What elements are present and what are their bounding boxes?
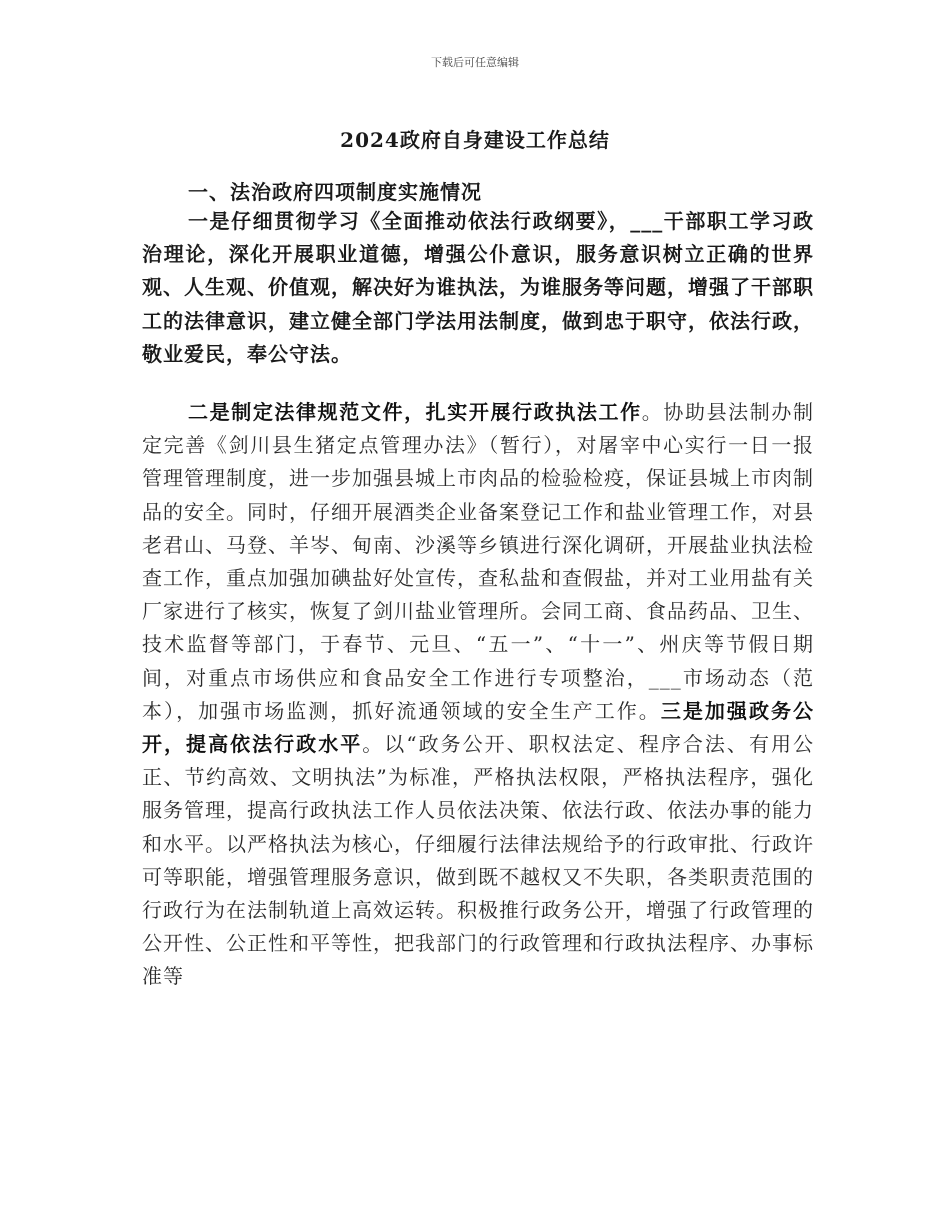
paragraph-1: 一是仔细贯彻学习《全面推动依法行政纲要》，___干部职工学习政治理论，深化开展职业道德，增强公仆意识，服务意识树立正确的世界观、人生观、价值观，解决好为谁执法，为谁服务等问题，增强了干部职工的法律意识，建立健全部门学法用法制度，做到忠于职守，依法行政，敬业爱民，奉公守法。 <box>142 209 814 366</box>
section-heading: 一、法治政府四项制度实施情况 <box>188 180 482 204</box>
paragraph-2-text-a: 。协助县法制办制定完善《剑川县生猪定点管理办法》（暂行），对屠宰中心实行一日一报管理管理制度，进一步加强县城上市肉品的检验检疫，保证县城上市肉制品的安全。同时，仔细开展酒类企业备案登记工作和盐业管理工作，对县老君山、马登、羊岑、甸南、沙溪等乡镇进行深化调研，开展盐业执法检查工作，重点加强加碘盐好处宣传，查私盐和查假盐，并对工业用盐有关厂家进行了核实，恢复了剑川盐业管理所。会同工商、食品药品、卫生、技术监督等部门，于春节、元旦、“五一”、“十一”、州庆等节假日期间，对重点市场供应和食品安全工作进行专项整治，___市场动态（范本），加强市场监测，抓好流通领域的安全生产工作。 <box>142 400 815 723</box>
paragraph-2 <box>142 396 814 994</box>
paragraph-2-lead-bold: 二是制定法律规范文件，扎实开展行政执法工作 <box>188 400 642 424</box>
document-title: 2024政府自身建设工作总结 <box>340 128 610 152</box>
page-header-note: 下载后可任意编辑 <box>431 56 519 69</box>
paragraph-2-mid-bold: 三是加强政务公开，提高依法行政水平 <box>142 698 815 757</box>
paragraph-2-text-b: 。以“政务公开、职权法定、程序合法、有用公正、节约高效、文明执法”为标准，严格执法权限，严格执法程序，强化服务管理，提高行政执法工作人员依法决策、依法行政、依法办事的能力和水平。以严格执法为核心，仔细履行法律法规给予的行政审批、行政许可等职能，增强管理服务意识，做到既不越权又不失职，各类职责范围的行政行为在法制轨道上高效运转。积极推行政务公开，增强了行政管理的公开性、公正性和平等性，把我部门的行政管理和行政执法程序、办事标准等 <box>142 732 815 989</box>
